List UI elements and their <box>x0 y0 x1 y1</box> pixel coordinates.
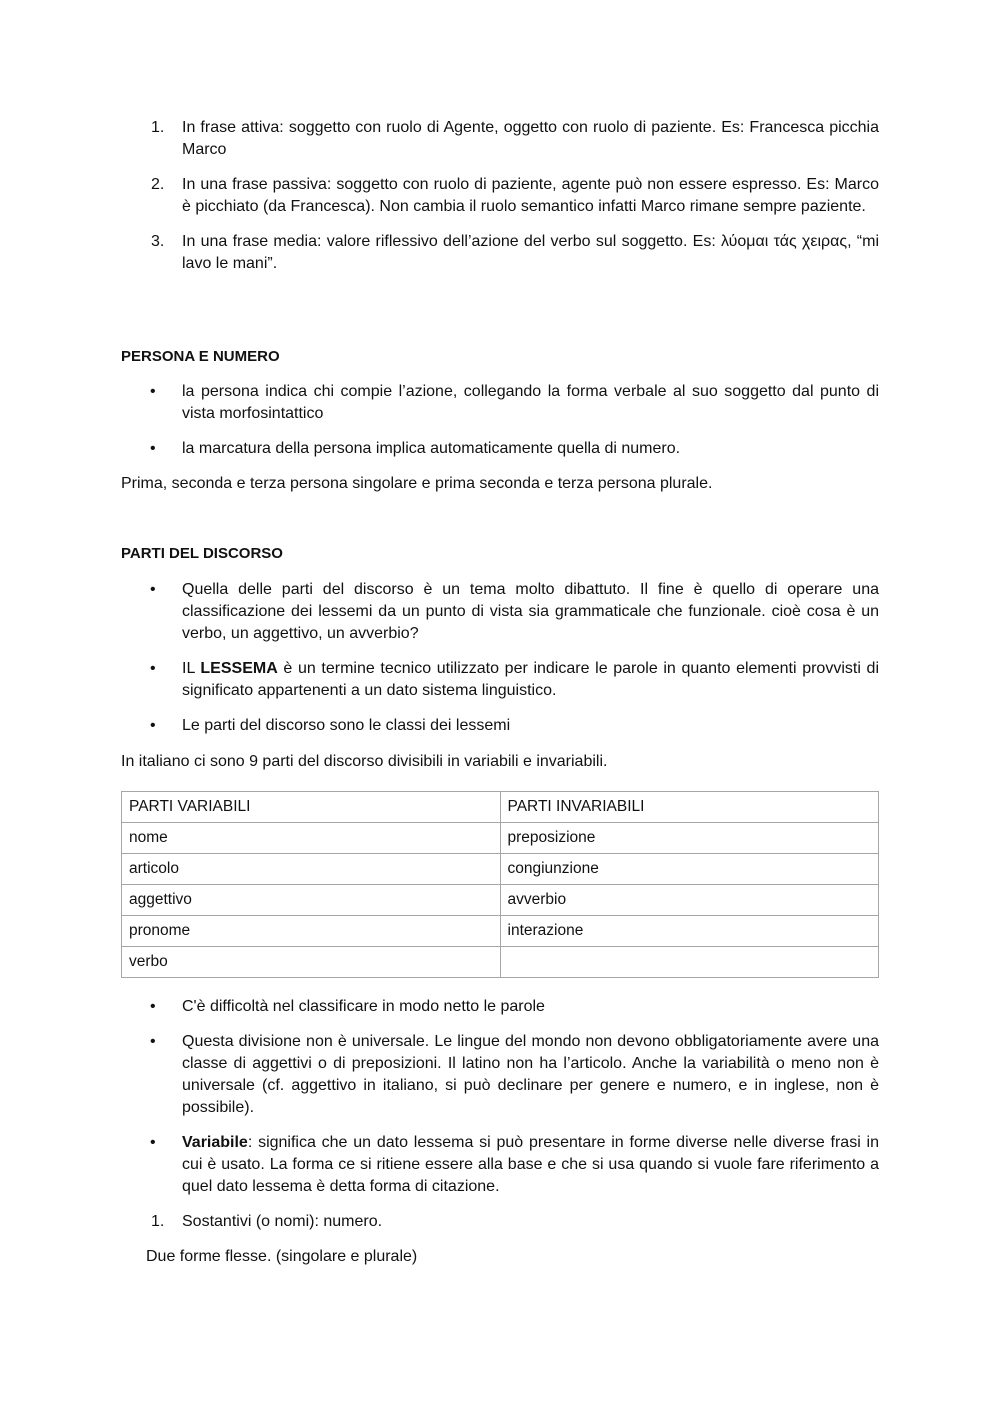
table-header-cell: PARTI VARIABILI <box>122 792 501 823</box>
parts-of-speech-table <box>121 791 879 978</box>
list-item <box>0 1031 1000 1119</box>
table-cell: aggettivo <box>122 885 501 916</box>
after-table-bullet-list <box>0 996 1000 1198</box>
verb-voice-list <box>0 117 1000 275</box>
table-cell: preposizione <box>500 823 879 854</box>
list-item-text: Sostantivi (o nomi): numero. <box>182 1213 383 1230</box>
persona-bullet-list <box>0 381 1000 460</box>
parti-intro: In italiano ci sono 9 parti del discorso divisibili in variabili e invariabili. <box>121 753 608 770</box>
table-cell: nome <box>122 823 501 854</box>
bullet-icon: • <box>150 383 156 400</box>
list-item-text: C'è difficoltà nel classificare in modo netto le parole <box>182 998 545 1015</box>
table-cell: congiunzione <box>500 854 879 885</box>
list-item <box>0 715 1000 737</box>
table-row <box>122 823 879 854</box>
list-item-text: Quella delle parti del discorso è un tema molto dibattuto. Il fine è quello di operare una classificazione dei lessemi da un punto di vista sia grammaticale che funzionale. cioè cosa è un verbo, un aggettivo, un avverbio? <box>182 581 879 642</box>
table-cell <box>500 947 879 978</box>
table-cell: verbo <box>122 947 501 978</box>
parti-bullet-list <box>0 579 1000 737</box>
term-variabile: Variabile <box>182 1134 248 1151</box>
list-item <box>0 438 1000 460</box>
table-cell: pronome <box>122 916 501 947</box>
closing-line: Due forme flesse. (singolare e plurale) <box>146 1248 418 1265</box>
list-item-text: In una frase media: valore riflessivo dell’azione del verbo sul soggetto. Es: λύομαι τάς χειρας, “mi lavo le mani”. <box>182 233 879 272</box>
list-item <box>0 579 1000 645</box>
table-row <box>122 947 879 978</box>
list-marker: 2. <box>151 176 165 193</box>
list-item <box>0 117 1000 161</box>
section-heading-parti-discorso: PARTI DEL DISCORSO <box>121 545 283 562</box>
list-item-text: è un termine tecnico utilizzato per indicare le parole in quanto elementi provvisti di significato appartenenti a un dato sistema linguistico. <box>182 660 879 699</box>
list-item <box>0 231 1000 275</box>
bullet-icon: • <box>150 660 156 677</box>
list-item <box>0 1132 1000 1198</box>
list-marker: 1. <box>151 119 165 136</box>
nouns-numbered-list <box>0 1211 1000 1233</box>
list-item <box>0 1211 1000 1233</box>
list-item-text: Questa divisione non è universale. Le lingue del mondo non devono obbligatoriamente avere una classe di aggettivi o di preposizioni. Il latino non ha l’articolo. Anche la variabilità o meno non è universale (cf. aggettivo in italiano, si può declinare per genere e numero, e in inglese, non è possibile). <box>182 1033 879 1116</box>
bullet-icon: • <box>150 1033 156 1050</box>
table-header-cell: PARTI INVARIABILI <box>500 792 879 823</box>
list-item <box>0 658 1000 702</box>
bullet-icon: • <box>150 1134 156 1151</box>
bullet-icon: • <box>150 998 156 1015</box>
table-cell: interazione <box>500 916 879 947</box>
bullet-icon: • <box>150 717 156 734</box>
table-row <box>122 885 879 916</box>
list-item-text: In frase attiva: soggetto con ruolo di Agente, oggetto con ruolo di paziente. Es: Francesca picchia Marco <box>182 119 879 158</box>
list-item-text: Le parti del discorso sono le classi dei lessemi <box>182 717 511 734</box>
list-item <box>0 174 1000 218</box>
list-item <box>0 996 1000 1018</box>
table-row <box>122 854 879 885</box>
list-item-text: la persona indica chi compie l’azione, collegando la forma verbale al suo soggetto dal punto di vista morfosintattico <box>182 383 879 422</box>
term-lessema: LESSEMA <box>200 660 278 677</box>
bullet-icon: • <box>150 440 156 457</box>
persona-summary: Prima, seconda e terza persona singolare e prima seconda e terza persona plurale. <box>121 475 713 492</box>
table-cell: avverbio <box>500 885 879 916</box>
list-item-text: : significa che un dato lessema si può presentare in forme diverse nelle diverse frasi in cui è usato. La forma ce si ritiene essere alla base e che si usa quando si vuole fare riferimento a quel dato lessema è detta forma di citazione. <box>182 1134 879 1195</box>
list-item-text: la marcatura della persona implica automaticamente quella di numero. <box>182 440 681 457</box>
table-cell: articolo <box>122 854 501 885</box>
list-item-text: In una frase passiva: soggetto con ruolo di paziente, agente può non essere espresso. Es: Marco è picchiato (da Francesca). Non cambia il ruolo semantico infatti Marco rimane sempre paziente. <box>182 176 879 215</box>
bullet-icon: • <box>150 581 156 598</box>
section-heading-persona-numero: PERSONA E NUMERO <box>121 348 280 365</box>
list-marker: 1. <box>151 1213 165 1230</box>
list-item <box>0 381 1000 425</box>
table-row <box>122 916 879 947</box>
list-item-prefix: IL <box>182 660 201 677</box>
table-header-row <box>122 792 879 823</box>
list-marker: 3. <box>151 233 165 250</box>
